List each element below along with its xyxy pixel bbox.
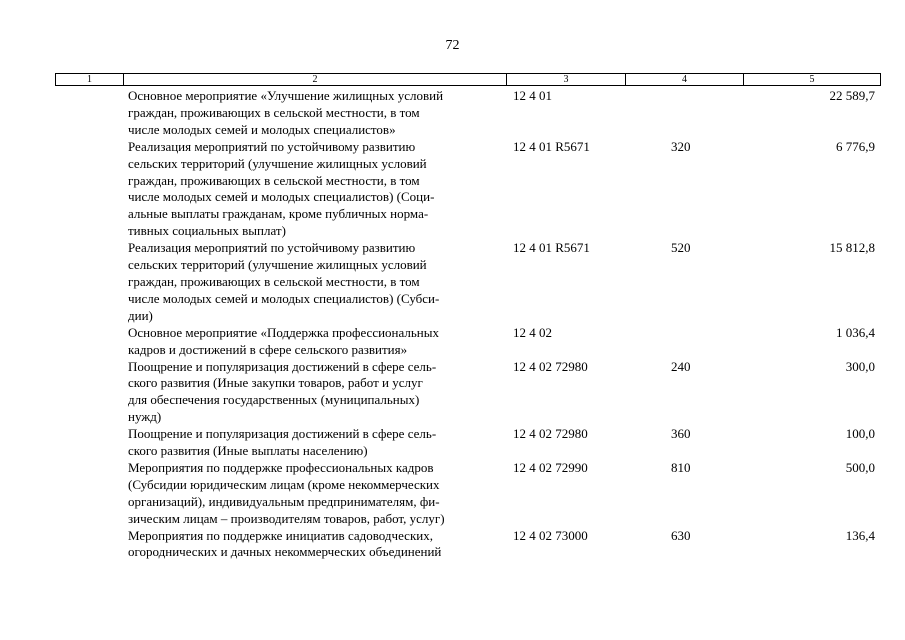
- row-name-line: кадров и достижений в сфере сельского развития»: [128, 341, 408, 357]
- row-name-line: Основное мероприятие «Улучшение жилищных условий: [128, 88, 444, 103]
- row-code-cell: 12 4 02 72980: [513, 426, 588, 442]
- row-code-cell: 12 4 02 72980: [513, 358, 588, 374]
- row-type-cell: [625, 325, 743, 359]
- table-body: [55, 88, 881, 561]
- row-amount-cell: 1 036,4: [836, 324, 875, 340]
- row-name-cell: [123, 359, 506, 427]
- row-name-line: альные выплаты гражданам, кроме публичных норма-: [128, 206, 429, 222]
- row-name-line: Основное мероприятие «Поддержка профессиональных: [128, 324, 439, 340]
- table-row: [55, 426, 881, 460]
- column-header-3: 3: [507, 74, 626, 85]
- row-number-cell: [55, 240, 123, 325]
- row-name-line: граждан, проживающих в сельской местности, в том: [128, 104, 420, 120]
- row-amount-cell: 15 812,8: [829, 240, 875, 256]
- row-name-line: ского развития (Иные выплаты населению): [128, 443, 368, 459]
- row-name-cell: [123, 426, 506, 460]
- row-type-cell: 240: [671, 358, 691, 374]
- row-type-cell: 810: [671, 459, 691, 475]
- row-name-line: для обеспечения государственных (муниципальных): [128, 392, 420, 408]
- row-code-cell: 12 4 02 73000: [513, 527, 588, 543]
- row-name-line: организаций), индивидуальным предпринимателям, фи-: [128, 493, 440, 509]
- row-code-cell: 12 4 02: [513, 324, 552, 340]
- row-type-cell: 630: [671, 527, 691, 543]
- row-name-cell: [123, 528, 506, 562]
- row-type-cell: 320: [671, 138, 691, 154]
- row-code-cell: 12 4 01: [513, 88, 552, 103]
- row-number-cell: [55, 528, 123, 562]
- row-name-line: нужд): [128, 409, 162, 425]
- row-name-line: Реализация мероприятий по устойчивому развитию: [128, 240, 416, 256]
- row-name-line: сельских территорий (улучшение жилищных условий: [128, 155, 427, 171]
- row-number-cell: [55, 426, 123, 460]
- row-number-cell: [55, 325, 123, 359]
- column-header-1: 1: [56, 74, 124, 85]
- row-name-line: числе молодых семей и молодых специалистов»: [128, 121, 396, 137]
- row-amount-cell: 300,0: [845, 358, 875, 374]
- row-amount-cell: 500,0: [845, 459, 875, 475]
- column-header-5: 5: [809, 74, 815, 85]
- table-row: [55, 359, 881, 427]
- table-row: [55, 139, 881, 240]
- table-row: [55, 240, 881, 325]
- row-name-cell: [123, 325, 506, 359]
- row-number-cell: [55, 359, 123, 427]
- row-amount-cell: 22 589,7: [829, 88, 875, 103]
- row-name-line: числе молодых семей и молодых специалистов) (Субси-: [128, 290, 440, 306]
- row-name-line: Мероприятия по поддержке профессиональных кадров: [128, 459, 434, 475]
- row-type-cell: [625, 88, 743, 139]
- row-code-cell: 12 4 02 72990: [513, 459, 588, 475]
- table-row: [55, 460, 881, 528]
- table-row: [55, 528, 881, 562]
- column-header-2: 2: [124, 74, 507, 85]
- row-number-cell: [55, 460, 123, 528]
- row-name-line: дии): [128, 307, 153, 323]
- row-code-cell: 12 4 01 R5671: [513, 240, 590, 256]
- row-name-line: Реализация мероприятий по устойчивому развитию: [128, 138, 416, 154]
- row-type-cell: 520: [671, 240, 691, 256]
- row-name-line: (Субсидии юридическим лицам (кроме некоммерческих: [128, 476, 440, 492]
- row-amount-cell: 136,4: [845, 527, 875, 543]
- row-code-cell: 12 4 01 R5671: [513, 138, 590, 154]
- row-name-cell: [123, 139, 506, 240]
- table-row: [55, 88, 881, 139]
- row-name-line: Поощрение и популяризация достижений в сфере сель-: [128, 426, 437, 442]
- column-header-4: 4: [626, 74, 744, 85]
- page-number: 72: [445, 38, 460, 53]
- row-name-cell: [123, 240, 506, 325]
- row-name-line: граждан, проживающих в сельской местности, в том: [128, 172, 420, 188]
- table-column-header: [55, 73, 881, 86]
- row-name-line: сельских территорий (улучшение жилищных условий: [128, 257, 427, 273]
- row-name-line: числе молодых семей и молодых специалистов) (Соци-: [128, 189, 435, 205]
- table-row: [55, 325, 881, 359]
- row-name-line: зическим лицам – производителям товаров, работ, услуг): [128, 510, 445, 526]
- row-name-line: огороднических и дачных некоммерческих объединений: [128, 544, 442, 560]
- row-name-cell: [123, 460, 506, 528]
- row-number-cell: [55, 88, 123, 139]
- row-amount-cell: 6 776,9: [836, 138, 875, 154]
- row-number-cell: [55, 139, 123, 240]
- row-name-line: ского развития (Иные закупки товаров, работ и услуг: [128, 375, 423, 391]
- row-name-line: граждан, проживающих в сельской местности, в том: [128, 273, 420, 289]
- row-name-line: Мероприятия по поддержке инициатив садоводческих,: [128, 527, 433, 543]
- row-amount-cell: 100,0: [845, 426, 875, 442]
- row-type-cell: 360: [671, 426, 691, 442]
- row-name-line: Поощрение и популяризация достижений в сфере сель-: [128, 358, 437, 374]
- row-name-cell: [123, 88, 506, 139]
- row-name-line: тивных социальных выплат): [128, 223, 286, 239]
